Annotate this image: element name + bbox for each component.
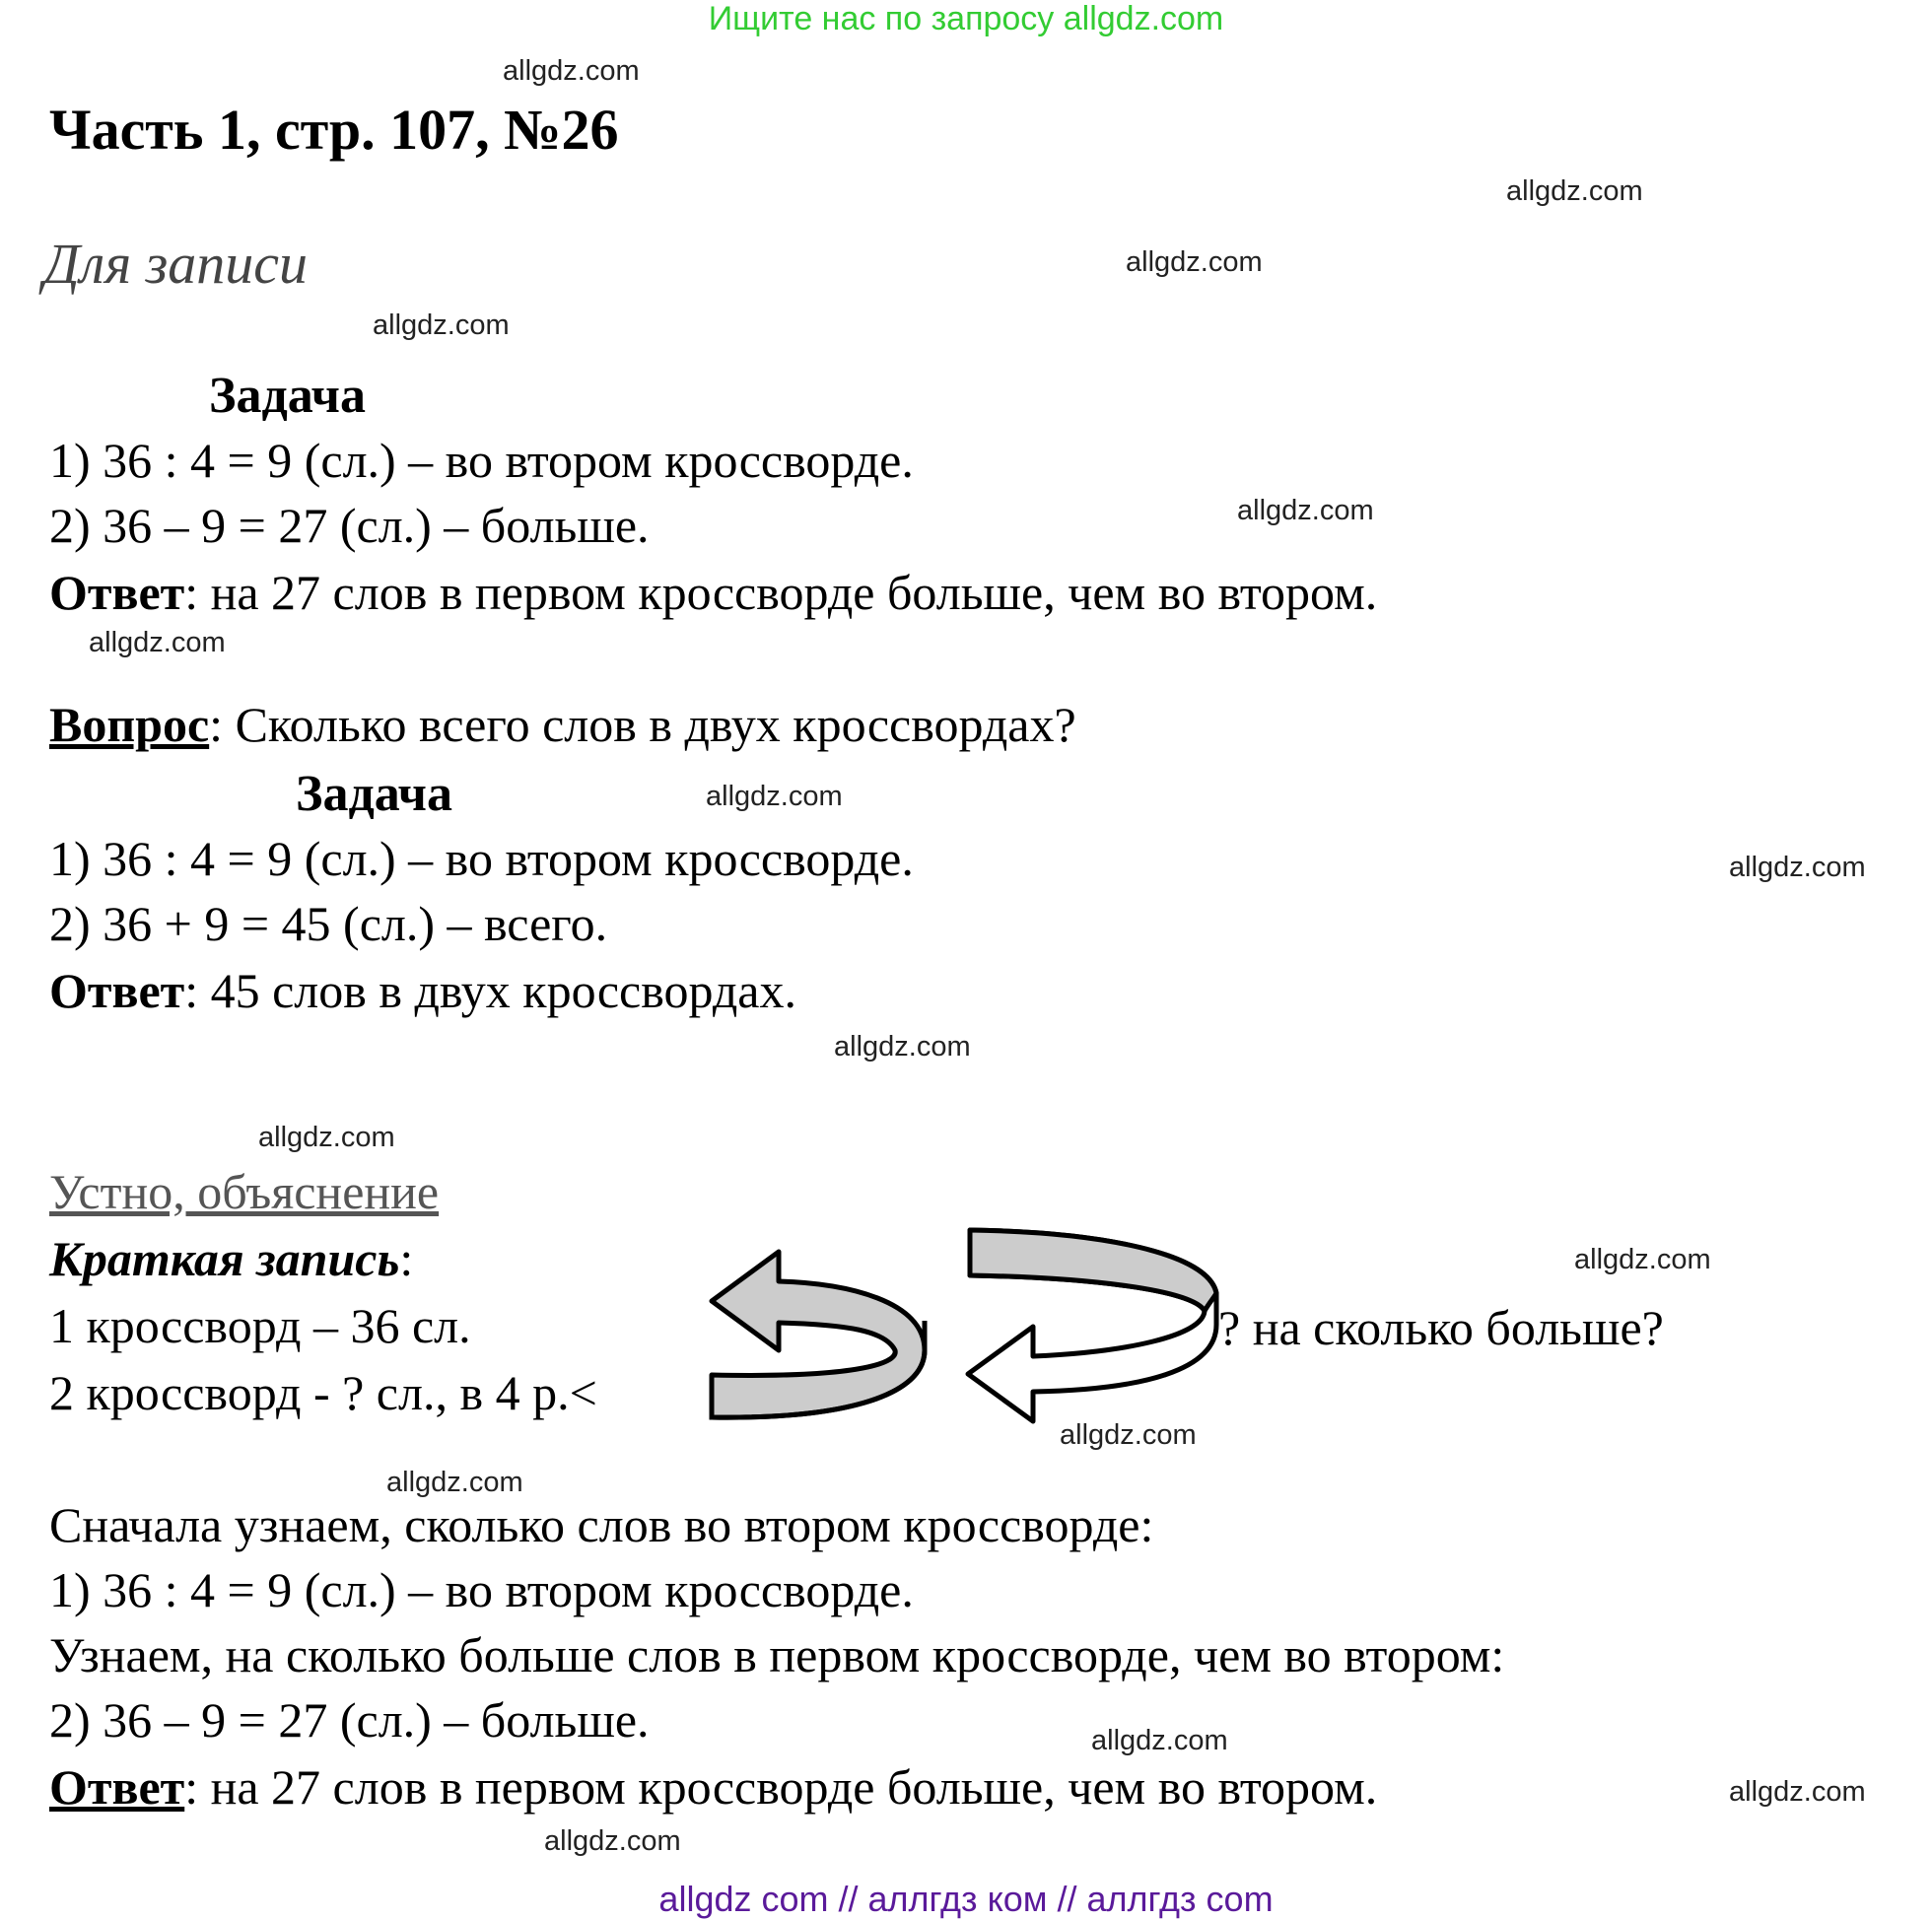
block1-step2: 2) 36 – 9 = 27 (сл.) – больше. [49,498,650,553]
left-curved-arrow [712,1252,925,1417]
short-record-row1: 1 кроссворд – 36 сл. [49,1298,471,1353]
explanation-line1: Сначала узнаем, сколько слов во втором кроссворде: [49,1497,1154,1552]
watermark: allgdz.com [89,627,226,658]
watermark: allgdz.com [1574,1244,1711,1275]
explanation-step2: 2) 36 – 9 = 27 (сл.) – больше. [49,1692,650,1748]
answer-text: : на 27 слов в первом кроссворде больше, чем во втором. [184,565,1378,620]
short-record-colon: : [399,1231,414,1286]
task-heading-2: Задача [296,766,452,822]
watermark: allgdz.com [1060,1419,1197,1451]
watermark: allgdz.com [258,1122,395,1153]
answer-label: Ответ [49,963,185,1018]
question-text: : Сколько всего слов в двух кроссвордах? [209,697,1076,752]
watermark: allgdz.com [706,781,843,812]
section-record-heading: Для записи [43,232,309,296]
oral-explanation-heading: Устно, объяснение [49,1164,440,1219]
answer-text: : 45 слов в двух кроссвордах. [184,963,796,1018]
watermark: allgdz.com [1126,246,1263,278]
side-question: ? на сколько больше? [1218,1300,1664,1355]
watermark: allgdz.com [1729,852,1866,883]
watermark: allgdz.com [503,55,640,87]
task-heading-1: Задача [209,368,366,424]
explanation-answer [49,1758,1377,1816]
watermark: allgdz.com [544,1825,681,1857]
bottom-banner: allgdz com // аллгдз ком // аллгдз com [658,1879,1274,1919]
right-curved-arrow [968,1230,1216,1421]
short-record-row2: 2 кроссворд - ? сл., в 4 р.< [49,1365,597,1420]
explanation-line2: Узнаем, на сколько больше слов в первом кроссворде, чем во втором: [49,1627,1505,1682]
page-title: Часть 1, стр. 107, №26 [49,98,619,162]
question-label: Вопрос [49,697,210,752]
block2-step1: 1) 36 : 4 = 9 (сл.) – во втором кроссворде. [49,831,914,886]
explanation-step1: 1) 36 : 4 = 9 (сл.) – во втором кроссворде. [49,1562,914,1617]
top-banner: Ищите нас по запросу allgdz.com [708,0,1224,37]
watermark: allgdz.com [1729,1776,1866,1808]
block2-step2: 2) 36 + 9 = 45 (сл.) – всего. [49,896,608,951]
watermark: allgdz.com [373,309,510,341]
watermark: allgdz.com [1237,495,1374,526]
watermark: allgdz.com [386,1467,523,1498]
watermark: allgdz.com [1091,1725,1228,1756]
watermark: allgdz.com [1506,175,1643,207]
answer-text: : на 27 слов в первом кроссворде больше, чем во втором. [184,1759,1378,1815]
short-record-label: Краткая запись [49,1231,400,1286]
answer-label: Ответ [49,1759,185,1815]
answer-label: Ответ [49,565,185,620]
block1-step1: 1) 36 : 4 = 9 (сл.) – во втором кроссворде. [49,433,914,488]
watermark: allgdz.com [834,1031,971,1063]
